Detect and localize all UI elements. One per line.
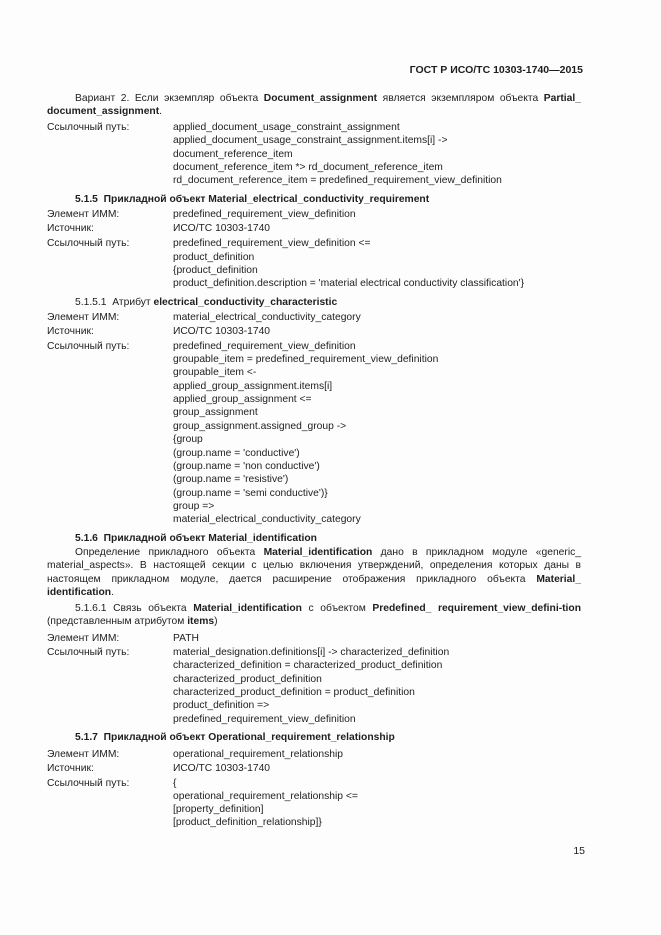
path-line: operational_requirement_relationship <= <box>173 791 358 802</box>
source-label: Источник: <box>47 763 94 774</box>
path-line: {product_definition <box>173 265 258 276</box>
section-heading-5-1-6: 5.1.6 Прикладной объект Material_identification <box>75 533 317 544</box>
path-line: predefined_requirement_view_definition <= <box>173 238 371 249</box>
path-line: (group.name = 'conductive') <box>173 448 300 459</box>
section-heading-5-1-6-1: 5.1.6.1 Связь объекта Material_identification с объектом Predefined_ requirement_view_defini-tion (представленным атрибутом items) <box>47 603 581 628</box>
imm-element-label: Элемент ИММ: <box>47 749 120 760</box>
source-value: ИСО/ТС 10303-1740 <box>173 326 271 337</box>
source-label: Источник: <box>47 223 94 234</box>
path-line: material_electrical_conductivity_category <box>173 514 361 525</box>
section-heading-5-1-5: 5.1.5 Прикладной объект Material_electrical_conductivity_requirement <box>75 194 430 205</box>
imm-element-value: PATH <box>173 633 199 644</box>
path-line: (group.name = 'semi conductive')} <box>173 488 328 499</box>
variant2-paragraph: Вариант 2. Если экземпляр объекта Document_assignment является экземпляром объекта Partial_ document_assignment. <box>47 93 581 118</box>
source-value: ИСО/ТС 10303-1740 <box>173 763 271 774</box>
path-line: (group.name = 'non conductive') <box>173 461 320 472</box>
path-line: applied_document_usage_constraint_assignment <box>173 122 400 133</box>
ref-path-label: Ссылочный путь: <box>47 238 130 249</box>
document-header: ГОСТ Р ИСО/ТС 10303-1740—2015 <box>409 64 583 76</box>
material-identification-paragraph: Определение прикладного объекта Material_identification дано в прикладном модуле «generic_ material_aspects». В настоящей секции с целью включения утверждений, определения которых даны в настоящем прикладном модуле, дается расширение отображения прикладного объекта Material_ identification. <box>47 547 581 598</box>
path-line: characterized_product_definition <box>173 674 322 685</box>
path-line: applied_document_usage_constraint_assignment.items[i] -> <box>173 135 448 146</box>
path-line: material_designation.definitions[i] -> characterized_definition <box>173 647 450 658</box>
path-line: characterized_definition = characterized_product_definition <box>173 660 443 671</box>
path-line: product_definition <box>173 252 255 263</box>
ref-path-label: Ссылочный путь: <box>47 647 130 658</box>
path-line: document_reference_item *> rd_document_reference_item <box>173 162 443 173</box>
ref-path-label: Ссылочный путь: <box>47 122 130 133</box>
path-line: (group.name = 'resistive') <box>173 474 289 485</box>
path-line: group_assignment.assigned_group -> <box>173 421 347 432</box>
path-line: groupable_item = predefined_requirement_view_definition <box>173 354 439 365</box>
source-label: Источник: <box>47 326 94 337</box>
page-number: 15 <box>573 845 585 857</box>
path-line: [product_definition_relationship]} <box>173 817 322 828</box>
path-line: [property_definition] <box>173 804 264 815</box>
path-line: product_definition.description = 'material electrical conductivity classification'} <box>173 278 525 289</box>
path-line: {group <box>173 434 203 445</box>
imm-element-value: operational_requirement_relationship <box>173 749 344 760</box>
path-line: rd_document_reference_item = predefined_requirement_view_definition <box>173 175 502 186</box>
ref-path-label: Ссылочный путь: <box>47 778 130 789</box>
imm-element-label: Элемент ИММ: <box>47 312 120 323</box>
path-line: product_definition => <box>173 700 270 711</box>
path-line: { <box>173 778 177 789</box>
source-value: ИСО/ТС 10303-1740 <box>173 223 271 234</box>
imm-element-label: Элемент ИММ: <box>47 209 120 220</box>
section-heading-5-1-7: 5.1.7 Прикладной объект Operational_requirement_relationship <box>75 732 395 743</box>
path-line: characterized_product_definition = product_definition <box>173 687 415 698</box>
section-heading-5-1-5-1: 5.1.5.1 Атрибут electrical_conductivity_characteristic <box>75 297 338 308</box>
path-line: predefined_requirement_view_definition <box>173 341 356 352</box>
path-line: group_assignment <box>173 407 258 418</box>
path-line: document_reference_item <box>173 149 293 160</box>
path-line: groupable_item <- <box>173 367 257 378</box>
imm-element-value: material_electrical_conductivity_category <box>173 312 361 323</box>
imm-element-value: predefined_requirement_view_definition <box>173 209 356 220</box>
imm-element-label: Элемент ИММ: <box>47 633 120 644</box>
path-line: applied_group_assignment.items[i] <box>173 381 333 392</box>
path-line: predefined_requirement_view_definition <box>173 714 356 725</box>
path-line: applied_group_assignment <= <box>173 394 312 405</box>
path-line: group => <box>173 501 215 512</box>
ref-path-label: Ссылочный путь: <box>47 341 130 352</box>
